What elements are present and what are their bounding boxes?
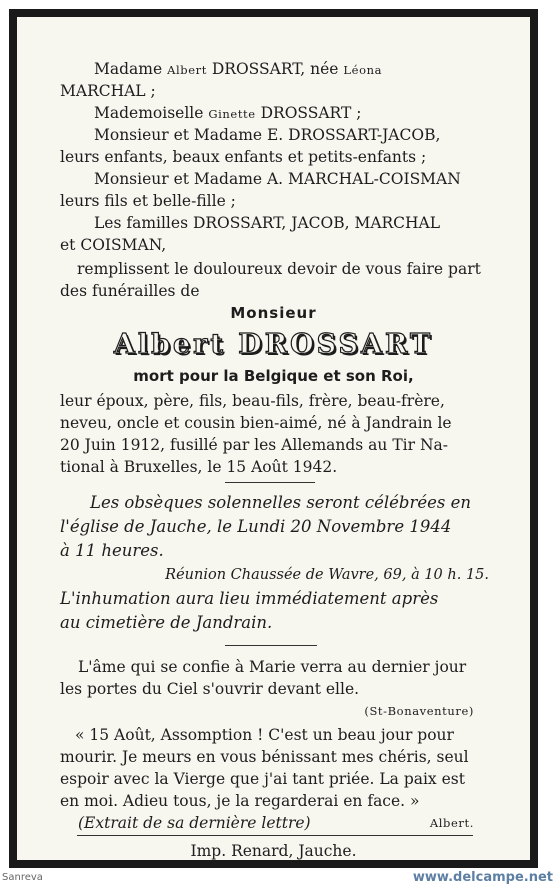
memorial-card <box>9 9 538 868</box>
family-line-9: et COISMAN, <box>60 236 167 254</box>
deceased-title: Monsieur <box>230 304 317 322</box>
quote2-line-4: en moi. Adieu tous, je la regarderai en face. » <box>60 792 420 810</box>
ceremony-line-6: au cimetière de Jandrain. <box>60 613 273 632</box>
quote1-line-1: L'âme qui se confie à Marie verra au dernier jour <box>78 658 467 676</box>
divider <box>225 645 317 646</box>
quote2-line-1: « 15 Août, Assomption ! C'est un beau jour pour <box>75 726 454 744</box>
deceased-name: Albert DROSSART <box>113 329 434 360</box>
family-line-2: MARCHAL ; <box>60 82 156 100</box>
ceremony-line-3: à 11 heures. <box>60 541 164 560</box>
deceased-subtitle: mort pour la Belgique et son Roi, <box>133 367 414 385</box>
family-line-8: Les familles DROSSART, JACOB, MARCHAL <box>94 214 441 232</box>
family-text: Mademoiselle <box>94 104 209 122</box>
announcement-line-1: remplissent le douloureux devoir de vous faire part <box>77 260 481 278</box>
card-paper <box>17 17 530 860</box>
divider <box>225 482 315 483</box>
family-smallcaps: Léona <box>343 63 383 77</box>
ceremony-line-2: l'église de Jauche, le Lundi 20 Novembre 1944 <box>60 517 452 536</box>
bio-line-1: leur époux, père, fils, beau-fils, frère, beau-frère, <box>60 392 445 410</box>
family-text: Madame <box>94 60 168 78</box>
bio-line-3: 20 Juin 1912, fusillé par les Allemands au Tir Na- <box>60 436 448 454</box>
ceremony-line-4: Réunion Chaussée de Wavre, 69, à 10 h. 15. <box>165 567 489 583</box>
quote2-line-2: mourir. Je meurs en vous bénissant mes chéris, seul <box>60 748 469 766</box>
watermark-left: Sanreva <box>2 872 43 883</box>
ceremony-line-5: L'inhumation aura lieu immédiatement après <box>60 589 439 608</box>
family-line-4: Monsieur et Madame E. DROSSART-JACOB, <box>94 126 441 144</box>
family-line-7: leurs fils et belle-fille ; <box>60 192 236 210</box>
watermark-right: www.delcampe.net <box>412 870 553 885</box>
quote1-attribution: (St-Bonaventure) <box>364 704 474 718</box>
footer-rule <box>77 835 473 836</box>
family-text: DROSSART ; <box>255 104 362 122</box>
quote2-source: (Extrait de sa dernière lettre) <box>78 814 311 832</box>
announcement-line-2: des funérailles de <box>60 282 200 300</box>
printer-imprint: Imp. Renard, Jauche. <box>190 842 357 860</box>
family-line-1 <box>94 59 382 80</box>
family-line-5: leurs enfants, beaux enfants et petits-enfants ; <box>60 148 427 166</box>
quote1-line-2: les portes du Ciel s'ouvrir devant elle. <box>60 680 360 698</box>
bio-line-2: neveu, oncle et cousin bien-aimé, né à Jandrain le <box>60 414 452 432</box>
family-text: DROSSART, née <box>206 60 344 78</box>
family-line-6: Monsieur et Madame A. MARCHAL-COISMAN <box>94 170 461 188</box>
family-smallcaps: Ginette <box>208 107 256 121</box>
family-line-3 <box>94 103 361 124</box>
quote2-signature: Albert. <box>429 816 474 830</box>
family-smallcaps: Albert <box>167 63 207 77</box>
quote2-line-3: espoir avec la Vierge que j'ai tant priée. La paix est <box>60 770 465 788</box>
bio-line-4: tional à Bruxelles, le 15 Août 1942. <box>60 458 338 476</box>
ceremony-line-1: Les obsèques solennelles seront célébrées en <box>90 493 472 512</box>
